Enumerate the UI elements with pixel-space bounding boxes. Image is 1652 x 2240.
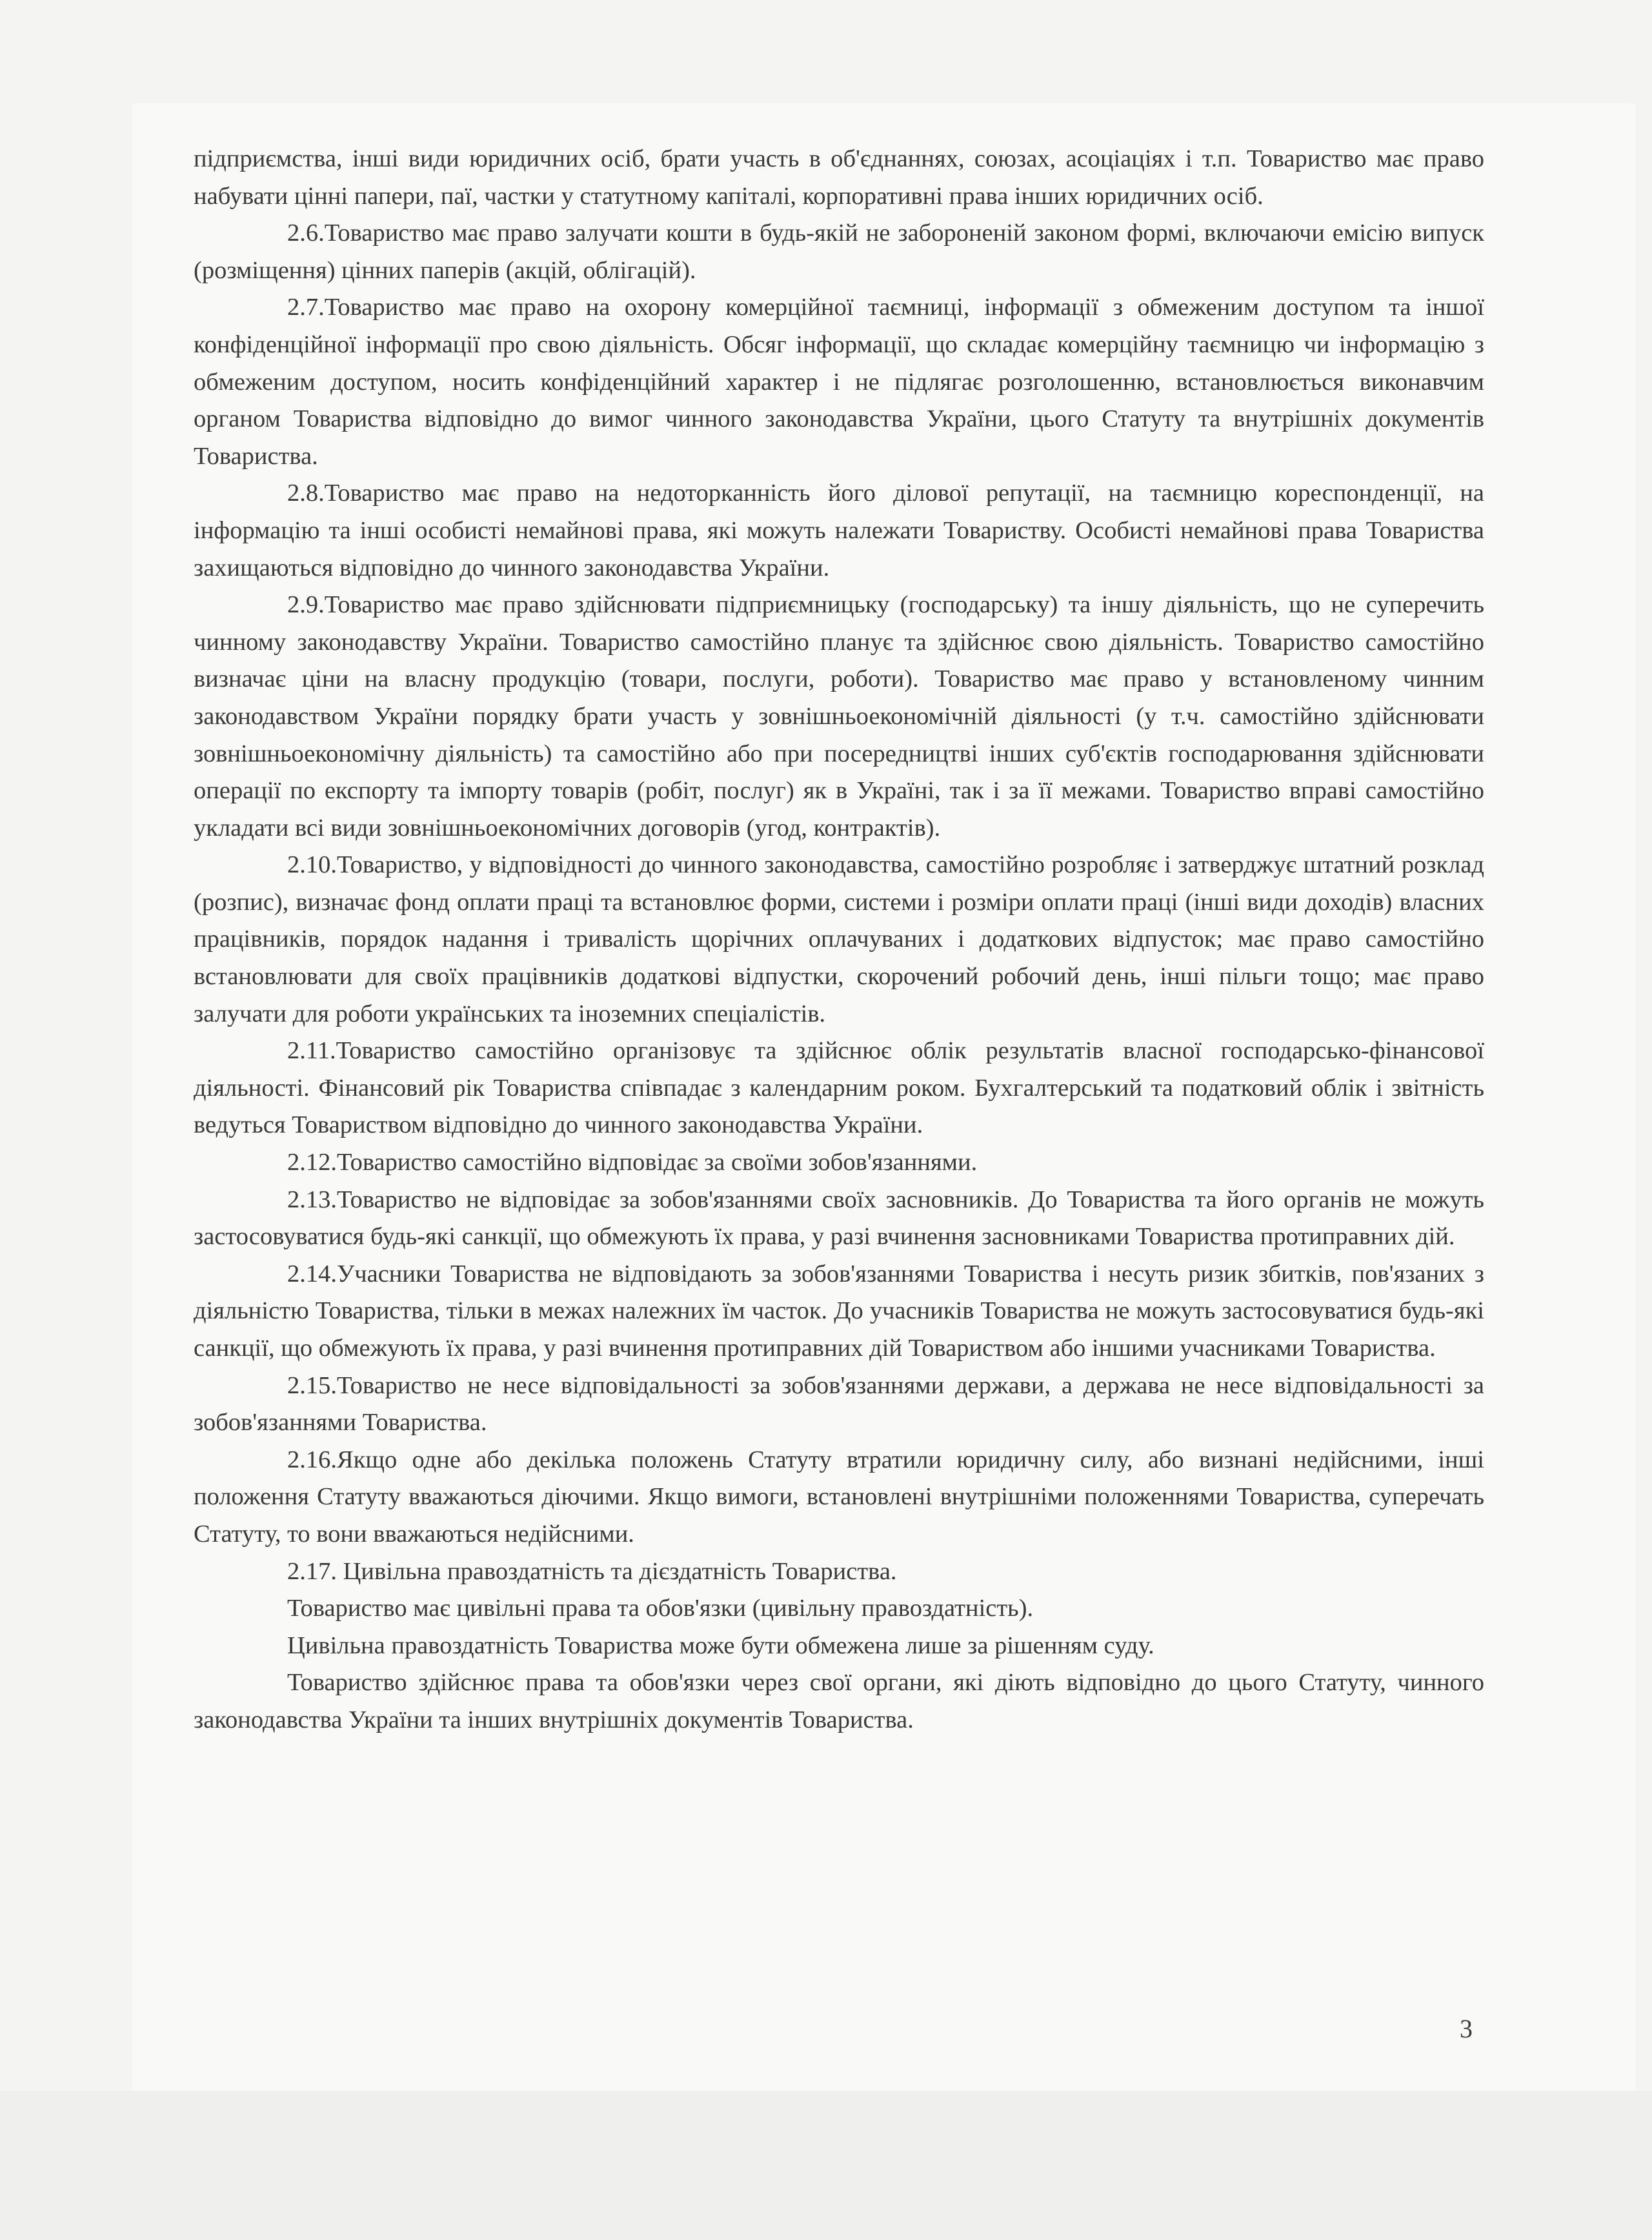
paragraph-2-17: 2.17. Цивільна правоздатність та дієздатність Товариства. bbox=[287, 1557, 897, 1585]
paragraph-2-6: 2.6.Товариство має право залучати кошти в будь-якій не забороненій законом формі, включаючи емісію випуск (розміщення) цінних паперів (акцій, облігацій). bbox=[194, 219, 1484, 284]
paragraph-2-10: 2.10.Товариство, у відповідності до чинного законодавства, самостійно розробляє і затверджує штатний розклад (розпис), визначає фонд оплати праці та встановлює форми, системи і розміри оплати праці (інші види доходів) власних працівників, порядок надання і тривалість щорічних оплачуваних і додаткових відпусток; має право самостійно встановлювати для своїх працівників додаткові відпустки, скорочений робочий день, інші пільги тощо; має право залучати для роботи українських та іноземних спеціалістів. bbox=[194, 851, 1484, 1027]
paragraph-continuation: підприємства, інші види юридичних осіб, брати участь в об'єднаннях, союзах, асоціаціях і т.п. Товариство має право набувати цінні папери, паї, частки у статутному капіталі, корпоративні права інших юридичних осіб. bbox=[194, 145, 1484, 210]
document-body bbox=[194, 141, 1484, 1739]
scan-bottom-margin bbox=[0, 2091, 1652, 2240]
paragraph-2-15: 2.15.Товариство не несе відповідальності за зобов'язаннями держави, а держава не несе відповідальності за зобов'язаннями Товариства. bbox=[194, 1371, 1484, 1437]
paragraph-2-17-organs: Товариство здійснює права та обов'язки через свої органи, які діють відповідно до цього Статуту, чинного законодавства України та інших внутрішніх документів Товариства. bbox=[194, 1669, 1484, 1733]
paragraph-2-9: 2.9.Товариство має право здійснювати підприємницьку (господарську) та іншу діяльність, що не суперечить чинному законодавству України. Товариство самостійно планує та здійснює свою діяльність. Товариство самостійно визначає ціни на власну продукцію (товари, послуги, роботи). Товариство має право у встановленому чинним законодавством України порядку брати участь у зовнішньоекономічній діяльності (у т.ч. самостійно здійснювати зовнішньоекономічну діяльність) та самостійно або при посередництві інших суб'єктів господарювання здійснювати операції по експорту та імпорту товарів (робіт, послуг) як в Україні, так і за її межами. Товариство вправі самостійно укладати всі види зовнішньоекономічних договорів (угод, контрактів). bbox=[194, 591, 1484, 842]
paragraph-2-11: 2.11.Товариство самостійно організовує та здійснює облік результатів власної господарсько-фінансової діяльності. Фінансовий рік Товариства співпадає з календарним роком. Бухгалтерський та податковий облік і звітність ведуться Товариством відповідно до чинного законодавства України. bbox=[194, 1037, 1484, 1139]
paragraph-2-13: 2.13.Товариство не відповідає за зобов'язаннями своїх засновників. До Товариства та його органів не можуть застосовуватися будь-які санкції, що обмежують їх права, у разі вчинення засновниками Товариства протиправних дій. bbox=[194, 1186, 1484, 1251]
paragraph-2-8: 2.8.Товариство має право на недоторканність його ділової репутації, на таємницю кореспонденції, на інформацію та інші особисті немайнові права, які можуть належати Товариству. Особисті немайнові права Товариства захищаються відповідно до чинного законодавства України. bbox=[194, 479, 1484, 581]
paragraph-2-17-rights: Товариство має цивільні права та обов'язки (цивільну правоздатність). bbox=[287, 1595, 1034, 1622]
paragraph-2-17-limitation: Цивільна правоздатність Товариства може бути обмежена лише за рішенням суду. bbox=[287, 1631, 1154, 1659]
paragraph-2-14: 2.14.Учасники Товариства не відповідають за зобов'язаннями Товариства і несуть ризик збитків, пов'язаних з діяльністю Товариства, тільки в межах належних їм часток. До учасників Товариства не можуть застосовуватися будь-які санкції, що обмежують їх права, у разі вчинення протиправних дій Товариством або іншими учасниками Товариства. bbox=[194, 1260, 1484, 1362]
paragraph-2-16: 2.16.Якщо одне або декілька положень Статуту втратили юридичну силу, або визнані недійсними, інші положення Статуту вважаються діючими. Якщо вимоги, встановлені внутрішніми положеннями Товариства, суперечать Статуту, то вони вважаються недійсними. bbox=[194, 1446, 1484, 1548]
page-number: 3 bbox=[1460, 2014, 1473, 2043]
paragraph-2-7: 2.7.Товариство має право на охорону комерційної таємниці, інформації з обмеженим доступом та іншої конфіденційної інформації про свою діяльність. Обсяг інформації, що складає комерційну таємницю чи інформацію з обмеженим доступом, носить конфіденційний характер і не підлягає розголошенню, встановлюється виконавчим органом Товариства відповідно до вимог чинного законодавства України, цього Статуту та внутрішніх документів Товариства. bbox=[194, 294, 1484, 470]
paragraph-2-12: 2.12.Товариство самостійно відповідає за своїми зобов'язаннями. bbox=[287, 1149, 978, 1176]
